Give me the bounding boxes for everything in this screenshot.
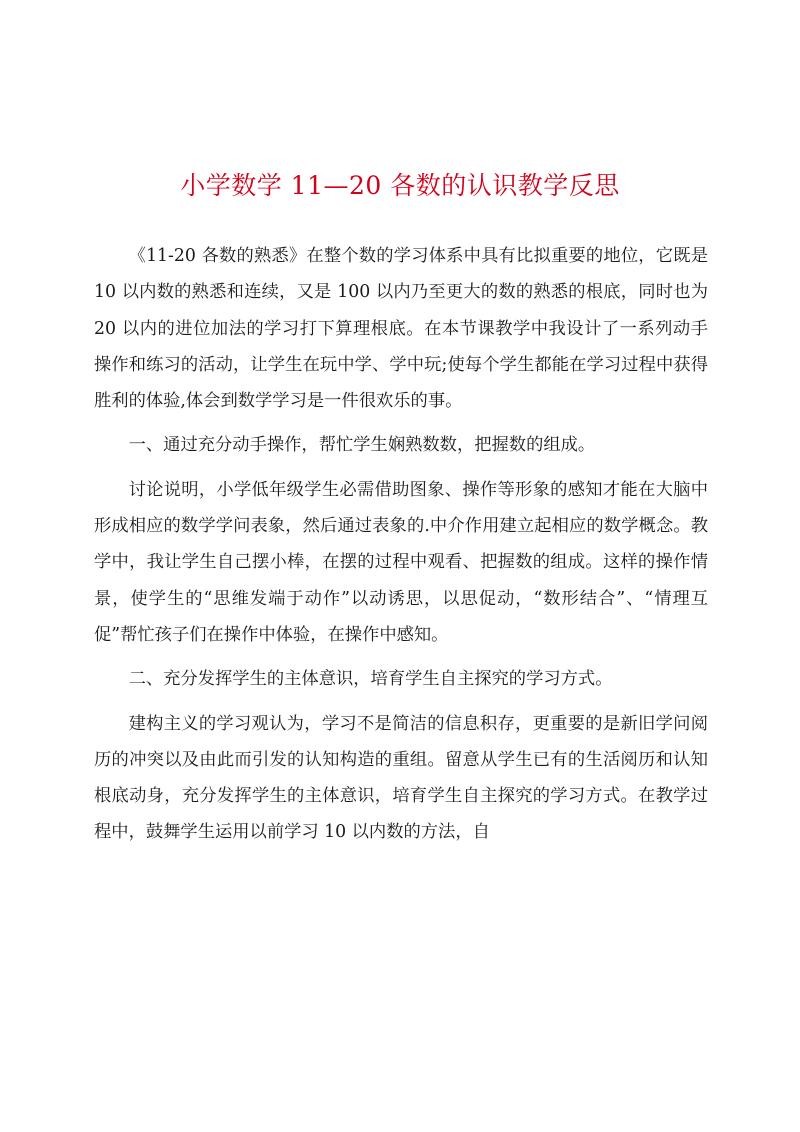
section-heading-2: 二、充分发挥学生的主体意识，培育学生自主探究的学习方式。	[128, 669, 613, 690]
paragraph-section-2: 建构主义的学习观认为，学习不是简洁的信息积存，更重要的是新旧学问阅历的冲突以及由此而引发的认知构造的重组。留意从学生已有的生活阅历和认知根底动身，充分发挥学生的主体意识，培育学生自主探究的学习方式。在教学过程中，鼓舞学生运用以前学习 10 以内数的方法，自	[94, 713, 708, 843]
section-heading-1: 一、通过充分动手操作，帮忙学生娴熟数数，把握数的组成。	[128, 435, 596, 456]
document-title: 小学数学 11—20 各数的认识教学反思	[180, 171, 620, 200]
paragraph-section-1: 讨论说明，小学低年级学生必需借助图象、操作等形象的感知才能在大脑中形成相应的数学学问表象，然后通过表象的.中介作用建立起相应的数学概念。教学中，我让学生自己摆小棒，在摆的过程中观看、把握数的组成。这样的操作情景，使学生的“思维发端于动作”以动诱思，以思促动，“数形结合”、“情理互促”帮忙孩子们在操作中体验，在操作中感知。	[94, 479, 708, 645]
paragraph-intro: 《11-20 各数的熟悉》在整个数的学习体系中具有比拟重要的地位，它既是 10 以内数的熟悉和连续，又是 100 以内乃至更大的数的熟悉的根底，同时也为 20 以内的进位加法的学习打下算理根底。在本节课教学中我设计了一系列动手操作和练习的活动，让学生在玩中学、学中玩;使每个学生都能在学习过程中获得胜利的体验,体会到数学学习是一件很欢乐的事。	[94, 246, 708, 412]
document-body	[94, 238, 708, 859]
